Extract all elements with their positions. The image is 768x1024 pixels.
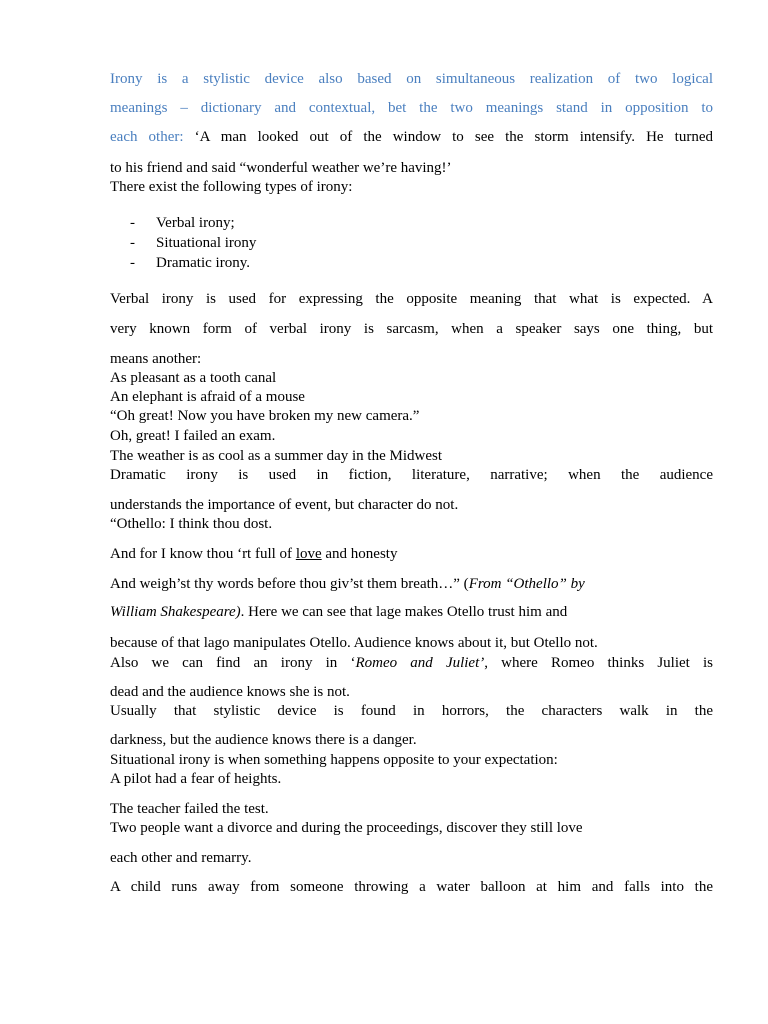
intro-line-1: Irony is a stylistic device also based on simultaneous realization of two logical: [110, 71, 713, 87]
verbal-example: As pleasant as a tooth canal: [110, 370, 277, 386]
othello-quote-2-a: And for I know thou ‘rt full of: [110, 546, 296, 562]
dead-line: dead and the audience knows she is not.: [110, 684, 350, 700]
dramatic-line-2: understands the importance of event, but character do not.: [110, 497, 459, 513]
shakespeare-rest: . Here we can see that lage makes Otello trust him and: [240, 604, 568, 620]
situational-example: A child runs away from someone throwing a water balloon at him and falls into the: [110, 879, 713, 895]
situational-line-1: Situational irony is when something happens opposite to your expectation:: [110, 752, 558, 768]
verbal-example: Oh, great! I failed an exam.: [110, 428, 276, 444]
list-item-label: Dramatic irony.: [156, 255, 250, 271]
situational-example: each other and remarry.: [110, 850, 252, 866]
verbal-example: An elephant is afraid of a mouse: [110, 389, 305, 405]
list-item-label: Situational irony: [156, 235, 257, 251]
darkness-line: darkness, but the audience knows there is a danger.: [110, 732, 417, 748]
also-line: [110, 653, 713, 673]
romeo-juliet-italic: Romeo and Juliet’: [355, 655, 485, 671]
verbal-example: The weather is as cool as a summer day in the Midwest: [110, 448, 442, 464]
intro-line-3: [110, 127, 713, 147]
underlined-word: love: [295, 546, 322, 562]
because-line: because of that lago manipulates Otello. Audience knows about it, but Otello not.: [110, 635, 598, 651]
list-item-label: Verbal irony;: [156, 215, 235, 231]
verbal-line-2: very known form of verbal irony is sarcasm, when a speaker says one thing, but: [110, 321, 713, 337]
shakespeare-italic: William Shakespeare): [110, 604, 241, 620]
intro-line-2: meanings – dictionary and contextual, bet the two meanings stand in opposition to: [110, 100, 713, 116]
othello-quote-2-b: and honesty: [321, 546, 398, 562]
bullet-dash: -: [130, 215, 135, 231]
bullet-dash: -: [130, 235, 135, 251]
bullet-dash: -: [130, 255, 135, 271]
intro-line-5: There exist the following types of irony:: [110, 179, 353, 195]
verbal-example: “Oh great! Now you have broken my new camera.”: [110, 408, 420, 424]
othello-source-italic: From “Othello” by: [468, 576, 585, 592]
verbal-line-3: means another:: [110, 351, 202, 367]
situational-example: A pilot had a fear of heights.: [110, 771, 282, 787]
othello-quote-3-a: And weigh’st thy words before thou giv’st them breath…” (: [110, 576, 469, 592]
usually-line: Usually that stylistic device is found in horrors, the characters walk in the: [110, 703, 713, 719]
intro-line-4: to his friend and said “wonderful weather we’re having!’: [110, 160, 452, 176]
dramatic-line-1: Dramatic irony is used in fiction, literature, narrative; when the audience: [110, 467, 713, 483]
verbal-line-1: Verbal irony is used for expressing the opposite meaning that what is expected. A: [110, 291, 713, 307]
situational-example: Two people want a divorce and during the proceedings, discover they still love: [110, 820, 583, 836]
othello-quote-2: [110, 544, 713, 564]
intro-line-3-blue: each other:: [110, 129, 195, 145]
othello-quote-1: “Othello: I think thou dost.: [110, 516, 273, 532]
intro-line-3-rest: ‘A man looked out of the window to see the storm intensify. He turned: [194, 129, 713, 145]
othello-quote-3: [110, 574, 713, 594]
situational-example: The teacher failed the test.: [110, 801, 269, 817]
also-line-b: , where Romeo thinks Juliet is: [484, 655, 713, 671]
also-line-a: Also we can find an irony in ‘: [110, 655, 356, 671]
shakespeare-line: [110, 602, 713, 622]
